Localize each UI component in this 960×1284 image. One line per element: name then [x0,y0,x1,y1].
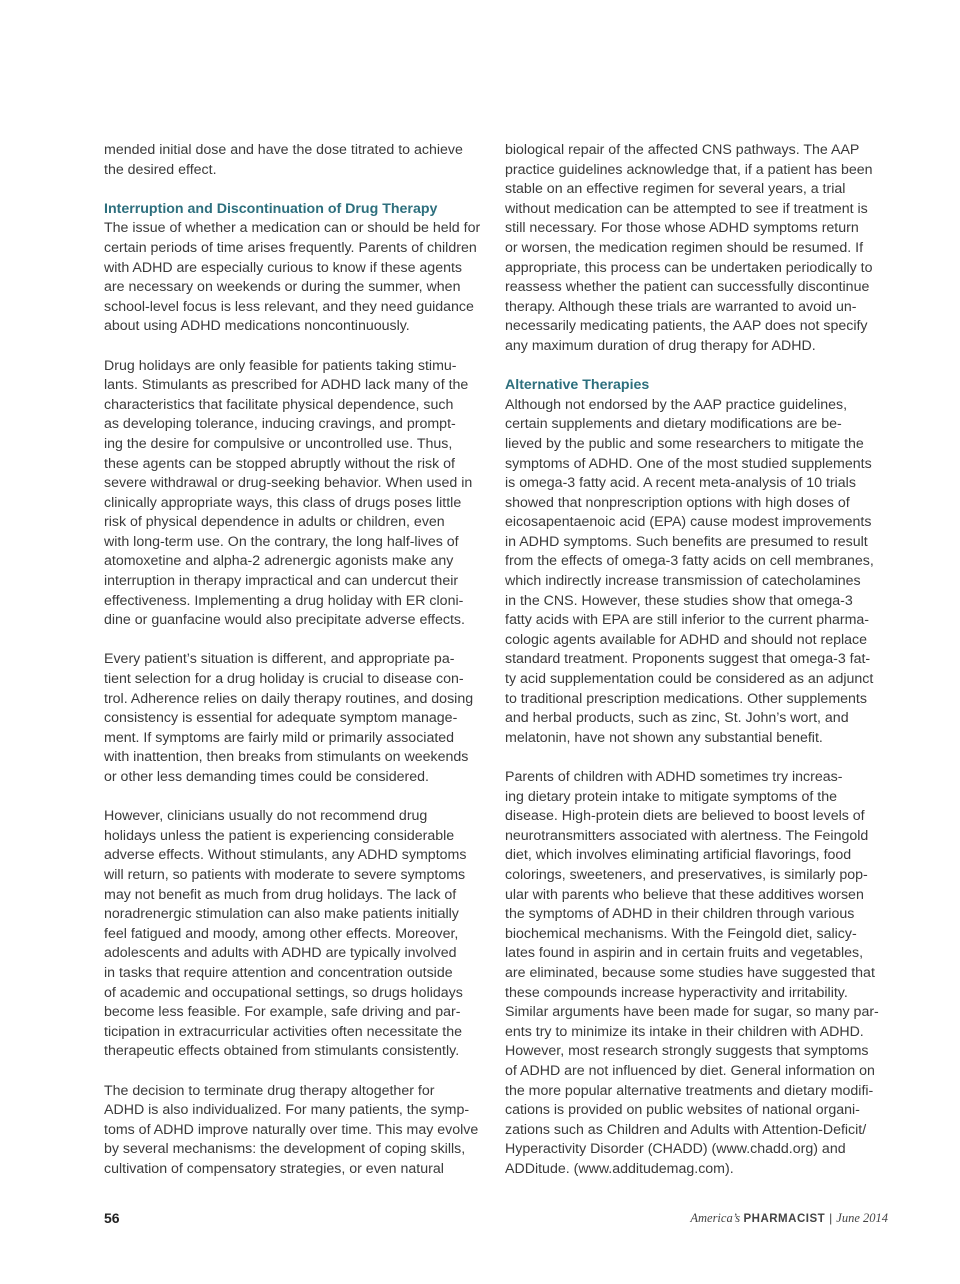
text-line: toms of ADHD improve naturally over time. This may evolve [104,1121,479,1138]
text-line: from the effects of omega-3 fatty acids on cell membranes, [505,553,874,570]
magazine-name: PHARMACIST [743,1213,826,1225]
text-line: of academic and occupational settings, so drugs holidays [104,984,463,1001]
text-line: feel fatigued and moody, among other effects. Moreover, [104,925,459,942]
text-line: to traditional prescription medications. Other supplements [505,690,867,707]
text-line: ment. If symptoms are fairly mild or primarily associated [104,729,455,746]
text-line: become less feasible. For example, safe driving and par- [104,1004,461,1021]
text-line: the desired effect. [104,161,217,178]
text-line: of ADHD are not influenced by diet. General information on [505,1062,875,1079]
text-line: certain supplements and dietary modifications are be- [505,416,842,433]
text-line: is omega-3 fatty acid. A recent meta-analysis of 10 trials [505,475,856,492]
text-line: The issue of whether a medication can or should be held for [104,220,481,237]
text-line: neurotransmitters associated with alertness. The Feingold [505,827,869,844]
text-line: However, clinicians usually do not recommend drug [104,808,428,825]
text-line: in ADHD symptoms. Such benefits are presumed to result [505,533,868,550]
text-line: appropriate, this process can be undertaken periodically to [505,259,873,276]
text-line: standard treatment. Proponents suggest that omega-3 fat- [505,651,871,668]
text-line: symptoms of ADHD. One of the most studied supplements [505,455,872,472]
text-line: trol. Adherence relies on daily therapy routines, and dosing [104,690,474,707]
magazine-prefix: America’s [690,1211,741,1225]
text-line: the more popular alternative treatments and dietary modifi- [505,1082,874,1099]
paragraph-gap [104,788,489,808]
text-line: with ADHD are especially curious to know if these agents [104,259,463,276]
text-line: about using ADHD medications noncontinuously. [104,318,410,335]
text-line: holidays unless the patient is experiencing considerable [104,827,455,844]
text-line: effectiveness. Implementing a drug holiday with ER cloni- [104,592,464,609]
text-line: disease. High-protein diets are believed to boost levels of [505,808,865,825]
footer-separator: | [829,1211,833,1225]
text-line: interruption in therapy impractical and can undercut their [104,573,459,590]
text-line: reassess whether the patient can successfully discontinue [505,279,870,296]
text-line: adverse effects. Without stimulants, any ADHD symptoms [104,847,467,864]
text-line: in the CNS. However, these studies show that omega-3 [505,592,853,609]
text-line: risk of physical dependence in adults or children, even [104,514,445,531]
text-line: cations is provided on public websites of national organi- [505,1102,860,1119]
text-line: school-level focus is less relevant, and they need guidance [104,298,474,315]
text-line: biochemical mechanisms. With the Feingold diet, salicy- [505,925,857,942]
text-line: Every patient’s situation is different, and appropriate pa- [104,651,455,668]
text-line: characteristics that facilitate physical dependence, such [104,396,454,413]
text-line: the symptoms of ADHD in their children through various [505,906,855,923]
text-line: necessarily medicating patients, the AAP does not specify [505,318,868,335]
text-line: cologic agents available for ADHD and should not replace [505,631,868,648]
paragraph-gap [505,748,890,768]
text-line: Hyperactivity Disorder (CHADD) (www.chadd.org) and [505,1141,846,1158]
text-line: with inattention, then breaks from stimulants on weekends [104,749,469,766]
text-line: practice guidelines acknowledge that, if a patient has been [505,161,873,178]
text-line: with long-term use. On the contrary, the long half-lives of [104,533,459,550]
text-line: any maximum duration of drug therapy for ADHD. [505,337,816,354]
page-number: 56 [104,1210,120,1226]
text-line: Parents of children with ADHD sometimes try increas- [505,769,843,785]
text-line: as developing tolerance, inducing cravings, and prompt- [104,416,456,433]
text-line: ents try to minimize its intake in their children with ADHD. [505,1023,864,1040]
text-line: therapy. Although these trials are warranted to avoid un- [505,298,857,315]
text-line: consistency is essential for adequate symptom manage- [104,710,458,727]
text-line: these agents can be stopped abruptly without the risk of [104,455,455,472]
text-line: biological repair of the affected CNS pathways. The AAP [505,142,860,158]
text-line: ty acid supplementation could be considered as an adjunct [505,671,874,688]
text-line: are necessary on weekends or during the summer, when [104,279,461,296]
text-line: and herbal products, such as zinc, St. John’s wort, and [505,710,849,727]
text-line: severe withdrawal or drug-seeking behavior. When used in [104,475,473,492]
section-heading: Interruption and Discontinuation of Drug Therapy [104,200,438,217]
text-line: showed that nonprescription options with high doses of [505,494,850,511]
text-line: diet, which involves eliminating artificial flavorings, food [505,847,852,864]
paragraph-gap [505,357,890,377]
text-line: tient selection for a drug holiday is crucial to disease con- [104,671,464,688]
paragraph-gap [104,1062,489,1082]
text-line: lates found in aspirin and in certain fruits and vegetables, [505,945,864,962]
right-column [505,141,890,1179]
text-line: Drug holidays are only feasible for patients taking stimu- [104,357,457,374]
issue-date: June 2014 [836,1211,888,1225]
text-line: However, most research strongly suggests that symptoms [505,1043,869,1060]
text-line: melatonin, have not shown any substantial benefit. [505,729,823,746]
text-line: mended initial dose and have the dose titrated to achieve [104,142,463,158]
text-line: lants. Stimulants as prescribed for ADHD lack many of the [104,377,469,394]
magazine-masthead [690,1211,888,1226]
text-line: or other less demanding times could be considered. [104,769,429,785]
text-line: therapeutic effects obtained from stimulants consistently. [104,1043,460,1060]
text-line: The decision to terminate drug therapy altogether for [104,1082,435,1099]
text-line: ADDitude. (www.additudemag.com). [505,1160,734,1177]
text-line: ticipation in extracurricular activities often necessitate the [104,1023,463,1040]
text-line: may not benefit as much from drug holidays. The lack of [104,886,457,903]
text-line: zations such as Children and Adults with Attention-Deficit/ [505,1121,867,1138]
text-line: ing the desire for compulsive or uncontrolled use. Thus, [104,435,453,452]
text-line: will return, so patients with moderate to severe symptoms [104,866,466,883]
text-line: cultivation of compensatory strategies, or even natural [104,1160,444,1177]
paragraph-gap [104,337,489,357]
text-line: Although not endorsed by the AAP practice guidelines, [505,396,848,413]
text-line: fatty acids with EPA are still inferior to the current pharma- [505,612,870,629]
text-line: in tasks that require attention and concentration outside [104,964,453,981]
text-line: atomoxetine and alpha-2 adrenergic agonists make any [104,553,454,570]
section-heading: Alternative Therapies [505,377,650,394]
text-line: these compounds increase hyperactivity and irritability. [505,984,848,1001]
text-line: ing dietary protein intake to mitigate symptoms of the [505,788,837,805]
text-line: Similar arguments have been made for sugar, so many par- [505,1004,879,1021]
text-line: clinically appropriate ways, this class of drugs poses little [104,494,462,511]
text-line: ular with parents who believe that these additives worsen [505,886,864,903]
text-line: colorings, sweeteners, and preservatives, is similarly pop- [505,866,868,883]
text-line: eicosapentaenoic acid (EPA) cause modest improvements [505,514,872,531]
text-line: are eliminated, because some studies have suggested that [505,964,875,981]
text-line: still necessary. For those whose ADHD symptoms return [505,220,859,237]
text-line: by several mechanisms: the development of coping skills, [104,1141,466,1158]
text-line: stable on an effective regimen for several years, a trial [505,181,846,198]
paragraph-gap [104,631,489,651]
text-line: without medication can be attempted to see if treatment is [505,200,868,217]
left-column [104,141,489,1179]
text-line: dine or guanfacine would also precipitate adverse effects. [104,612,465,629]
text-line: adolescents and adults with ADHD are typically involved [104,945,457,962]
page-footer [104,1210,888,1230]
text-line: lieved by the public and some researchers to mitigate the [505,435,864,452]
text-line: which indirectly increase transmission of catecholamines [505,573,861,590]
text-line: or worsen, the medication regimen should be resumed. If [505,239,864,256]
text-line: noradrenergic stimulation can also make patients initially [104,906,459,923]
text-line: certain periods of time arises frequently. Parents of children [104,239,477,256]
paragraph-gap [104,180,489,200]
text-line: ADHD is also individualized. For many patients, the symp- [104,1102,470,1119]
